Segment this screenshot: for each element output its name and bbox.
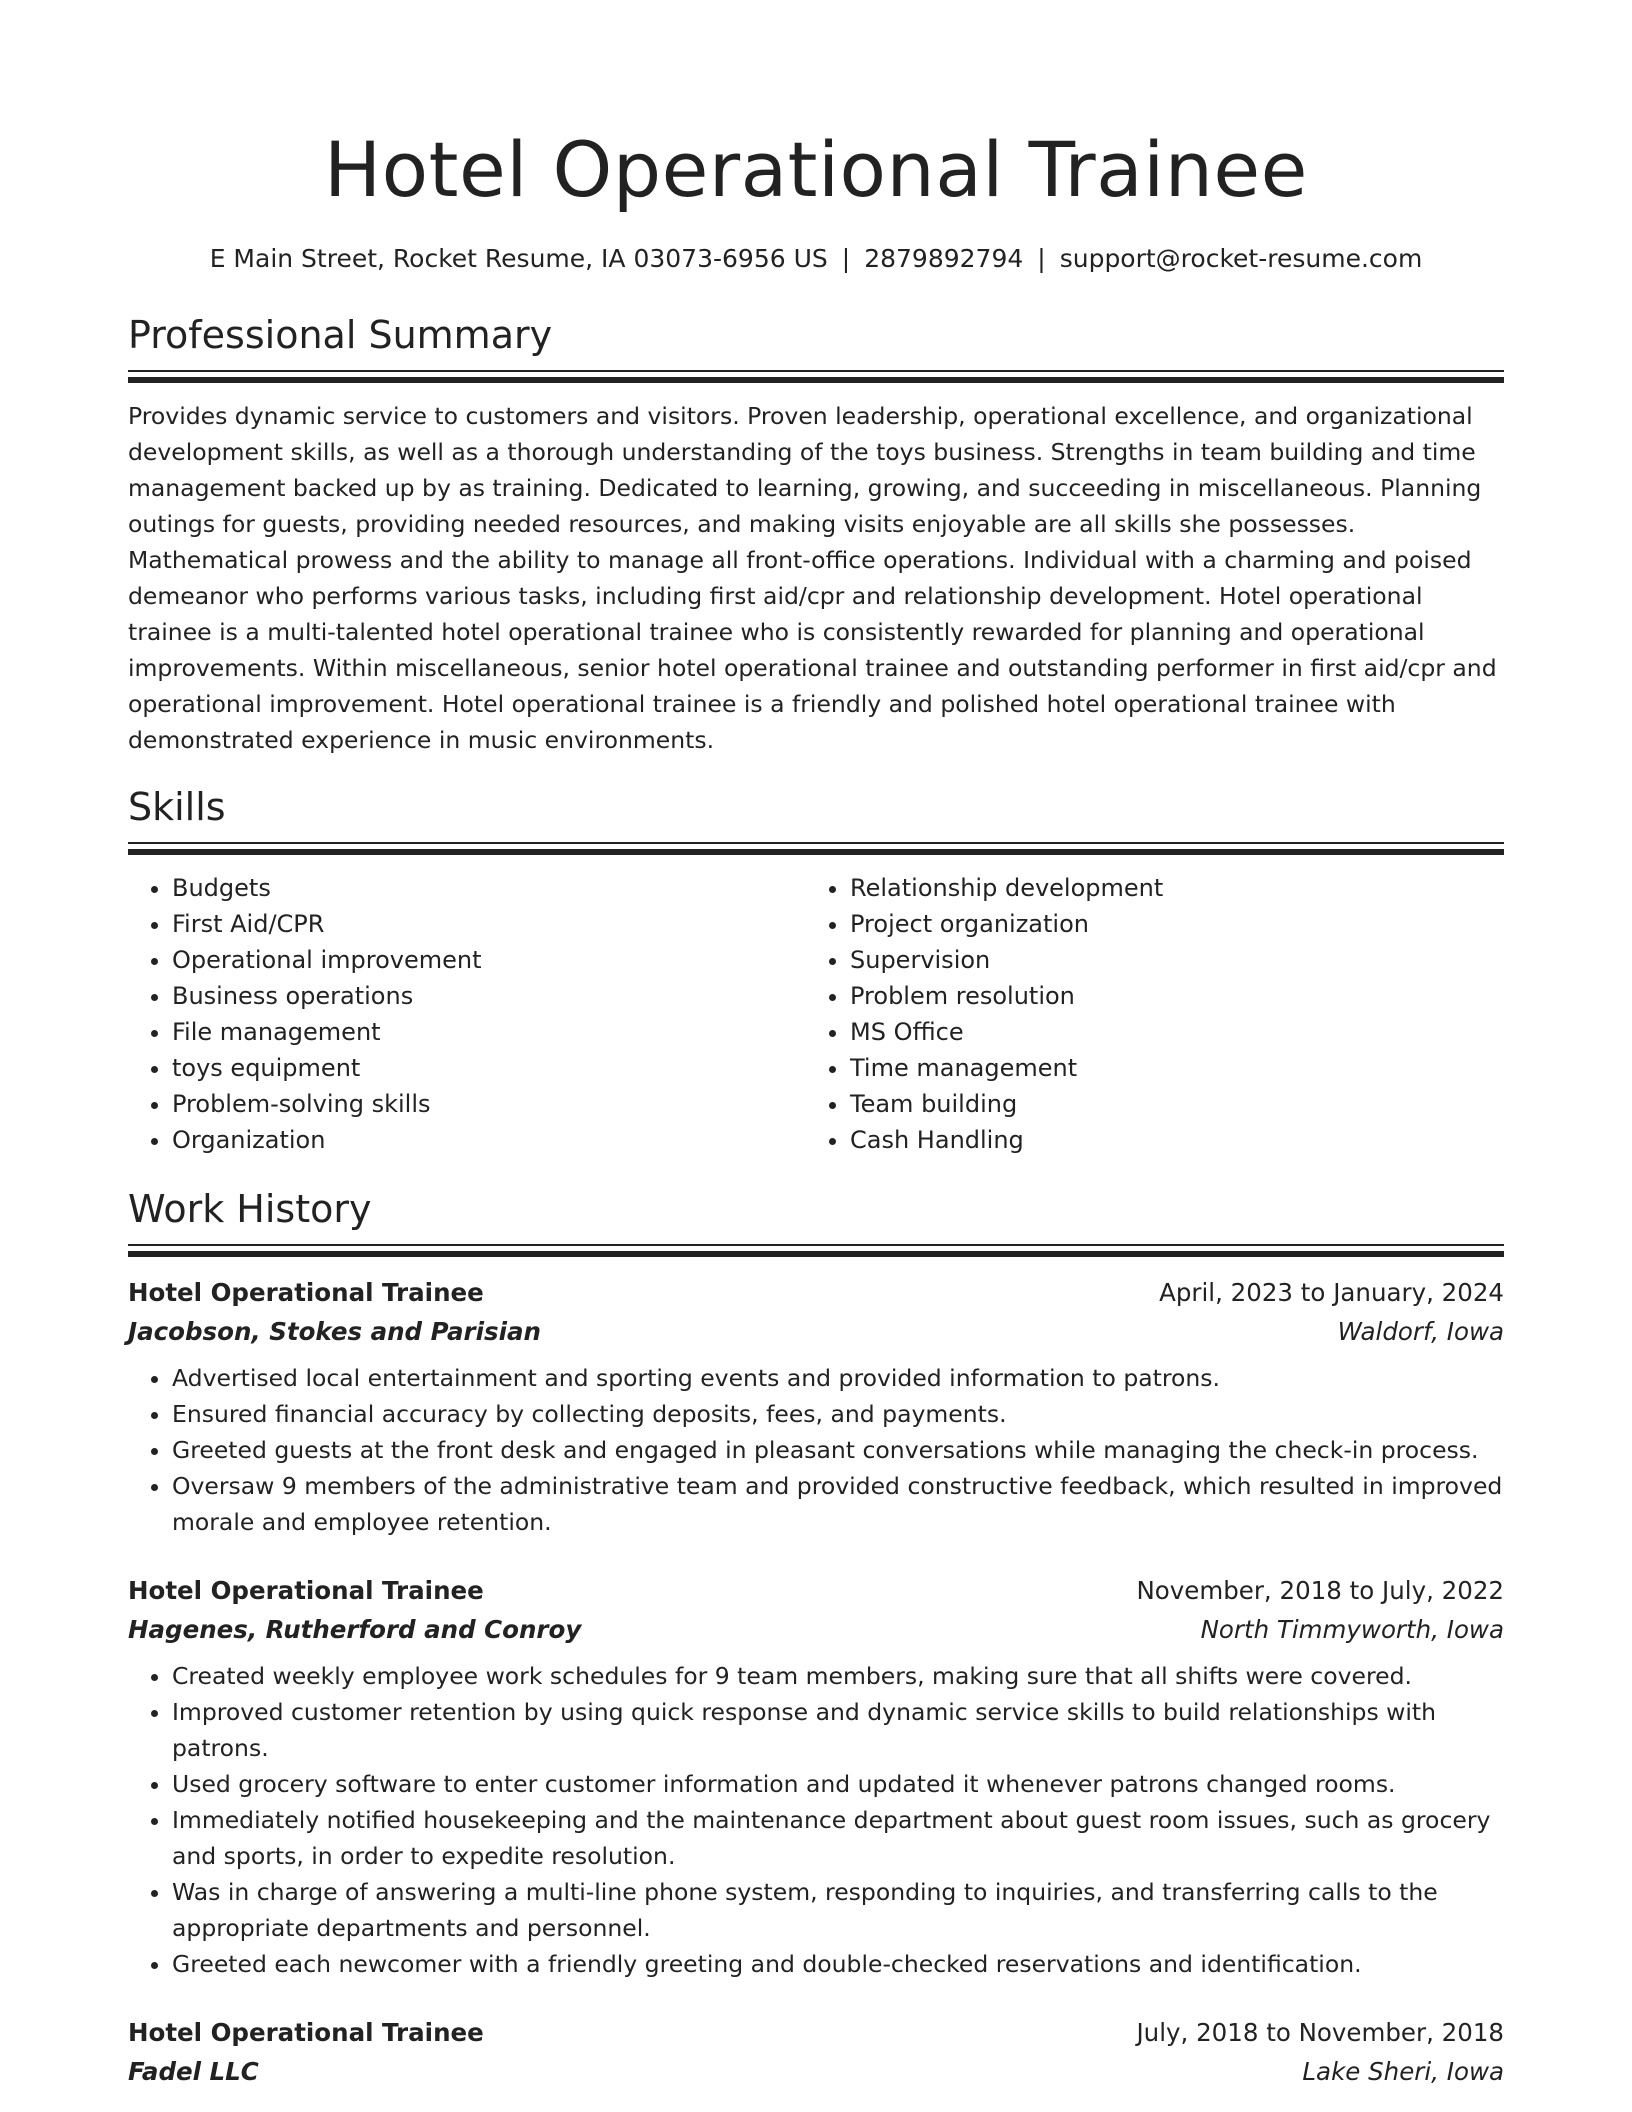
skill-item: • File management — [172, 1014, 806, 1050]
job-company: Fadel LLC — [128, 2057, 259, 2086]
section-title-work-history: Work History — [128, 1187, 372, 1231]
job-bullet: • Greeted guests at the front desk and engaged in pleasant conversations while managing the check-in process. — [172, 1432, 1504, 1468]
job-entry — [128, 1274, 1504, 1540]
summary-section — [128, 310, 1504, 758]
job-title: Hotel Operational Trainee — [128, 1278, 484, 1307]
contact-separator: | — [841, 244, 851, 273]
job-bullet: • Ensured financial accuracy by collecting deposits, fees, and payments. — [172, 1396, 1504, 1432]
job-meta — [128, 1610, 1504, 1650]
job-bullets — [128, 1658, 1504, 1982]
job-meta — [128, 2052, 1504, 2092]
job-header — [128, 2014, 1504, 2052]
contact-line — [128, 242, 1504, 276]
job-entry — [128, 1572, 1504, 1982]
contact-email[interactable]: support@rocket-resume.com — [1059, 244, 1423, 273]
section-divider — [128, 842, 1504, 856]
skill-item: • Budgets — [172, 870, 806, 906]
job-bullet: • Created weekly employee work schedules for 9 team members, making sure that all shifts were covered. — [172, 1658, 1504, 1694]
job-title: Hotel Operational Trainee — [128, 1576, 484, 1605]
job-bullets — [128, 1360, 1504, 1540]
skill-item: • Relationship development — [850, 870, 1484, 906]
skill-item: • Supervision — [850, 942, 1484, 978]
job-bullet: • Improved customer retention by using quick response and dynamic service skills to build relationships with patrons. — [172, 1694, 1504, 1766]
section-divider — [128, 370, 1504, 384]
skill-item: • Project organization — [850, 906, 1484, 942]
resume-name: Hotel Operational Trainee — [324, 125, 1308, 214]
contact-phone: 2879892794 — [864, 244, 1024, 273]
job-location: North Timmyworth, Iowa — [1200, 1615, 1504, 1644]
skills-columns — [128, 870, 1504, 1158]
job-dates: July, 2018 to November, 2018 — [1136, 2018, 1504, 2047]
job-bullet: • Advertised local entertainment and sporting events and provided information to patrons. — [172, 1360, 1504, 1396]
job-company: Jacobson, Stokes and Parisian — [128, 1317, 541, 1346]
job-dates: April, 2023 to January, 2024 — [1159, 1278, 1504, 1307]
skill-item: • Problem-solving skills — [172, 1086, 806, 1122]
job-bullet: • Used grocery software to enter customer information and updated it whenever patrons changed rooms. — [172, 1766, 1504, 1802]
skill-item: • Problem resolution — [850, 978, 1484, 1014]
job-bullet: • Greeted each newcomer with a friendly greeting and double-checked reservations and identification. — [172, 1946, 1504, 1982]
job-meta — [128, 1312, 1504, 1352]
summary-text: Provides dynamic service to customers and visitors. Proven leadership, operational excellence, and organizational development skills, as well as a thorough understanding of the toys business. Strengths in team building and time management backed up by as training. Dedicated to learning, growing, and succeeding in miscellaneous. Planning outings for guests, providing needed resources, and making visits enjoyable are all skills she possesses. Mathematical prowess and the ability to manage all front-office operations. Individual with a charming and poised demeanor who performs various tasks, including first aid/cpr and relationship development. Hotel operational trainee is a multi-talented hotel operational trainee who is consistently rewarded for planning and operational improvements. Within miscellaneous, senior hotel operational trainee and outstanding performer in first aid/cpr and operational improvement. Hotel operational trainee is a friendly and polished hotel operational trainee with demonstrated experience in music environments. — [128, 402, 1497, 754]
section-title-summary: Professional Summary — [128, 313, 553, 357]
contact-separator: | — [1037, 244, 1046, 273]
skills-section — [128, 782, 1504, 1158]
job-entry — [128, 2014, 1504, 2092]
resume-page — [128, 0, 1504, 2092]
job-location: Waldorf, Iowa — [1337, 1317, 1504, 1346]
skill-item: • Cash Handling — [850, 1122, 1484, 1158]
job-header — [128, 1572, 1504, 1610]
job-company: Hagenes, Rutherford and Conroy — [128, 1615, 582, 1644]
job-bullet: • Oversaw 9 members of the administrative team and provided constructive feedback, which resulted in improved morale and employee retention. — [172, 1468, 1504, 1540]
skill-item: • MS Office — [850, 1014, 1484, 1050]
skill-item: • Business operations — [172, 978, 806, 1014]
skill-item: • Team building — [850, 1086, 1484, 1122]
skills-list-left — [128, 870, 806, 1158]
job-location: Lake Sheri, Iowa — [1302, 2057, 1504, 2086]
skill-item: • Operational improvement — [172, 942, 806, 978]
skills-list-right — [806, 870, 1484, 1158]
section-title-skills: Skills — [128, 785, 226, 829]
contact-address: E Main Street, Rocket Resume, IA 03073-6956 US — [209, 244, 828, 273]
job-dates: November, 2018 to July, 2022 — [1136, 1576, 1504, 1605]
section-divider — [128, 1244, 1504, 1258]
job-title: Hotel Operational Trainee — [128, 2018, 484, 2047]
job-header — [128, 1274, 1504, 1312]
job-bullet: • Immediately notified housekeeping and the maintenance department about guest room issues, such as grocery and sports, in order to expedite resolution. — [172, 1802, 1504, 1874]
skill-item: • First Aid/CPR — [172, 906, 806, 942]
skill-item: • Organization — [172, 1122, 806, 1158]
work-history-section — [128, 1184, 1504, 2092]
skill-item: • Time management — [850, 1050, 1484, 1086]
skill-item: • toys equipment — [172, 1050, 806, 1086]
job-bullet: • Was in charge of answering a multi-line phone system, responding to inquiries, and transferring calls to the appropriate departments and personnel. — [172, 1874, 1504, 1946]
